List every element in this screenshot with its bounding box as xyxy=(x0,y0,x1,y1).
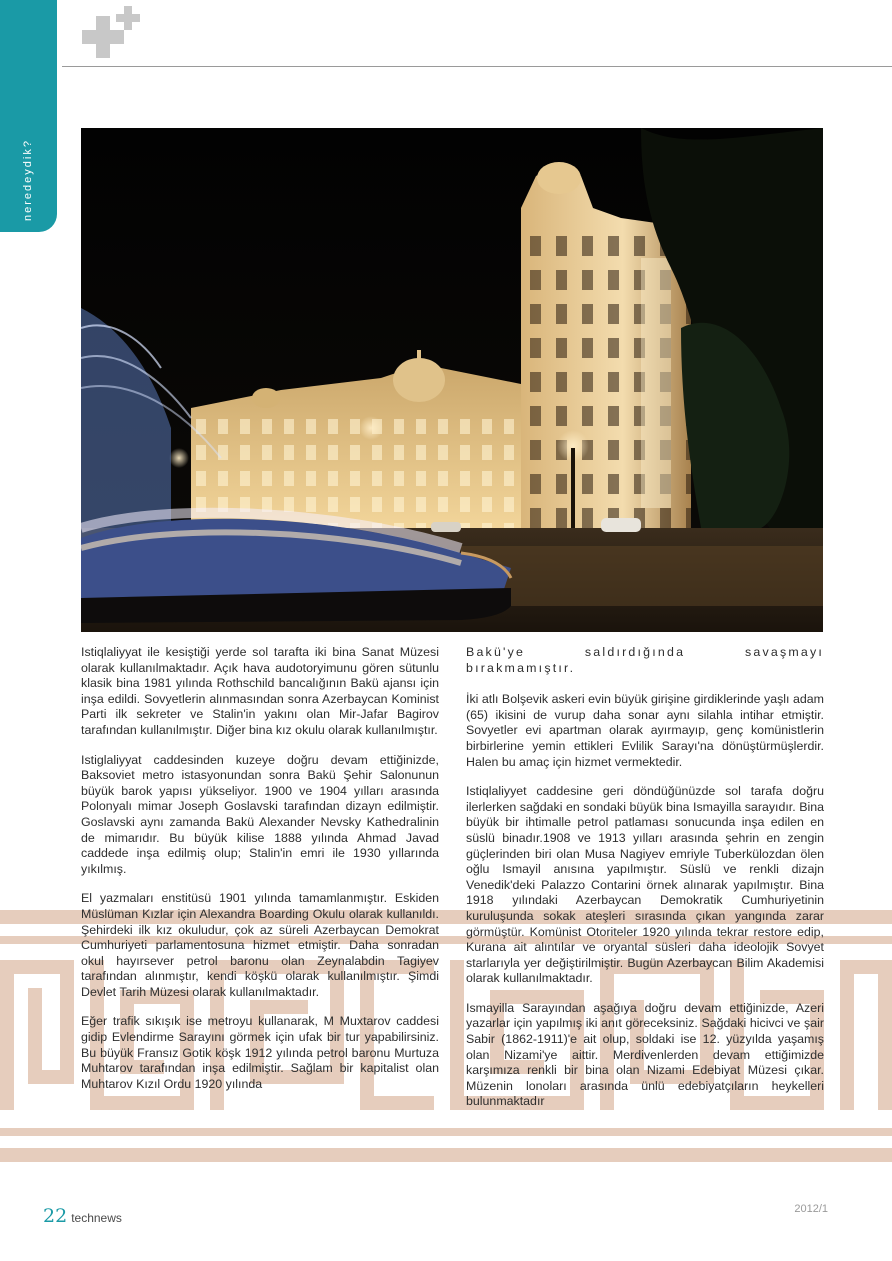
section-tab xyxy=(0,0,57,232)
paragraph-continuation: Bakü'ye saldırdığında savaşmayı bırakmamıştır. xyxy=(466,645,824,675)
paragraph: Istiqlaliyyat ile kesiştiği yerde sol tarafta iki bina Sanat Müzesi olarak kullanılmaktadır. Açık hava audotoryimunu gören sütunlu klasik bina 1981 yılında Rothschild bancalığının Bakü ajansı için inşa edildi. Sovyetlerin alınmasından sonra Azerbaycan Kominist Parti ilk sekreter ve Stalin'in yakını olan Mir-Jafar Bagirov tarafından kullanılmıştır. Diğer bina kız okulu olarak kullanılmıştır. xyxy=(81,645,439,737)
issue-label: 2012/1 xyxy=(794,1203,828,1215)
magazine-name: technews xyxy=(71,1211,122,1225)
footer-page-info xyxy=(43,1205,122,1227)
plus-logo-icon xyxy=(80,6,146,60)
section-tab-label: neredeydik? xyxy=(22,139,34,221)
baku-night-photo xyxy=(81,128,823,632)
article-right-column xyxy=(466,645,824,1124)
paragraph: Istiglaliyyat caddesinden kuzeye doğru devam ettiğinizde, Baksoviet metro istasyonundan sonra Bakü Şehir Salonunun büyük barok yapısı yükseliyor. 1900 ve 1904 yılları arasında Polonyalı mimar Joseph Goslavski tarafından dizayn edilmiştir. Goslavski aynı zamanda Bakü Alexander Nevsky Kathedralinin de mimarıdır. Bu büyük kilise 1888 yılında Ahmad Javad caddede inşa edilmiş olup; Stalin'in emri ile 1930 yıllarında yıkılmış. xyxy=(81,752,439,876)
paragraph: Ismayilla Sarayından aşağıya doğru devam ettiğinizde, Azeri yazarlar için yapılmış iki anıt göreceksiniz. Sağdaki hicivci ve şair Sabir (1862-1911)'e ait olup, soldaki ise 12. yüzyılda yaşamış olan Nizami'ye aittir. Merdivenlerden devam ettiğimizde karşımıza renkli bir bina olan Nizami Edebiyat Müzesi çıkar. Müzenin lonoları arasında ünlü edebiyatçıların heykelleri bulunmaktadır xyxy=(466,1000,824,1109)
header-rule xyxy=(62,66,892,67)
paragraph: El yazmaları enstitüsü 1901 yılında tamamlanmıştır. Eskiden Müslüman Kızlar için Alexandra Boarding Okulu olarak kullanıldı. Şehirdeki ilk kız okuludur, çok az süreli Azerbaycan Demokrat Cumhuriyeti parlamentosuna hizmet etmiştir. Daha sonradan okul hayırsever petrol baronu olan Zeynalabdin Tagiyev tarafından alınmıştır, kendi köşkü olarak kullanılmıştır. Şimdi Devlet Tarih Müzesi olarak kullanılmaktadır. xyxy=(81,891,439,999)
article-left-column xyxy=(81,645,439,1106)
paragraph: Eğer trafik sıkışık ise metroyu kullanarak, M Muxtarov caddesi gidip Evlendirme Sarayını görmek için ufak bir tur yapabilirsiniz. Bu büyük Fransız Gotik köşk 1912 yılında petrol baronu Murtuza Muhtarov tarafından inşa edilmiştir. Sağlam bir kapitalist olan Muhtarov Kızıl Ordu 1920 yılında xyxy=(81,1014,439,1091)
page-number: 22 xyxy=(43,1205,68,1227)
paragraph: Istiqlaliyyet caddesine geri döndüğünüzde sol tarafa doğru ilerlerken sağdaki en sondaki büyük bina Ismayilla sarayıdır. Bina büyük bir ihtimalle petrol patlaması sonucunda inşa edilen en süslü binadır.1908 ve 1913 yılları arasında şehrin en zengin güçlerinden biri olan Musa Nagiyev emriyle Tuberkülozdan ölen oğlu Ismayil anısına yapılmıştır. Süslü ve renkli dizajn Venedik'deki Palazzo Contarini örnek alınarak yapılmıştır. Bina 1918 yılındaki Azerbaycan Demokratik Cumhuriyetinin kuruluşunda sokak ateşleri sırasında çıkan yangında zarar görmüştür. Komünist Otoriteler 1920 yılında tekrar restore edip, Kurana ait alıntılar ve oryantal süsleri daha ideolojik Sovyet starlarıyla yer değiştirilmiştir. Bugün Azerbaycan Bilim Akademisi olarak kullanılmaktadır. xyxy=(466,784,824,986)
paragraph: İki atlı Bolşevik askeri evin büyük girişine girdiklerinde yaşlı adam (65) ikisini de vurup daha sonar aynı silahla intihar etmiştir. Sovyetler evi apartman olarak ayırmayıp, genç komünistlerin birbirlerine yemin ettikleri Evlilik Sarayı'na dönüştürmüşlerdir. Halen bu amaç için hizmet vermektedir. xyxy=(466,692,824,769)
